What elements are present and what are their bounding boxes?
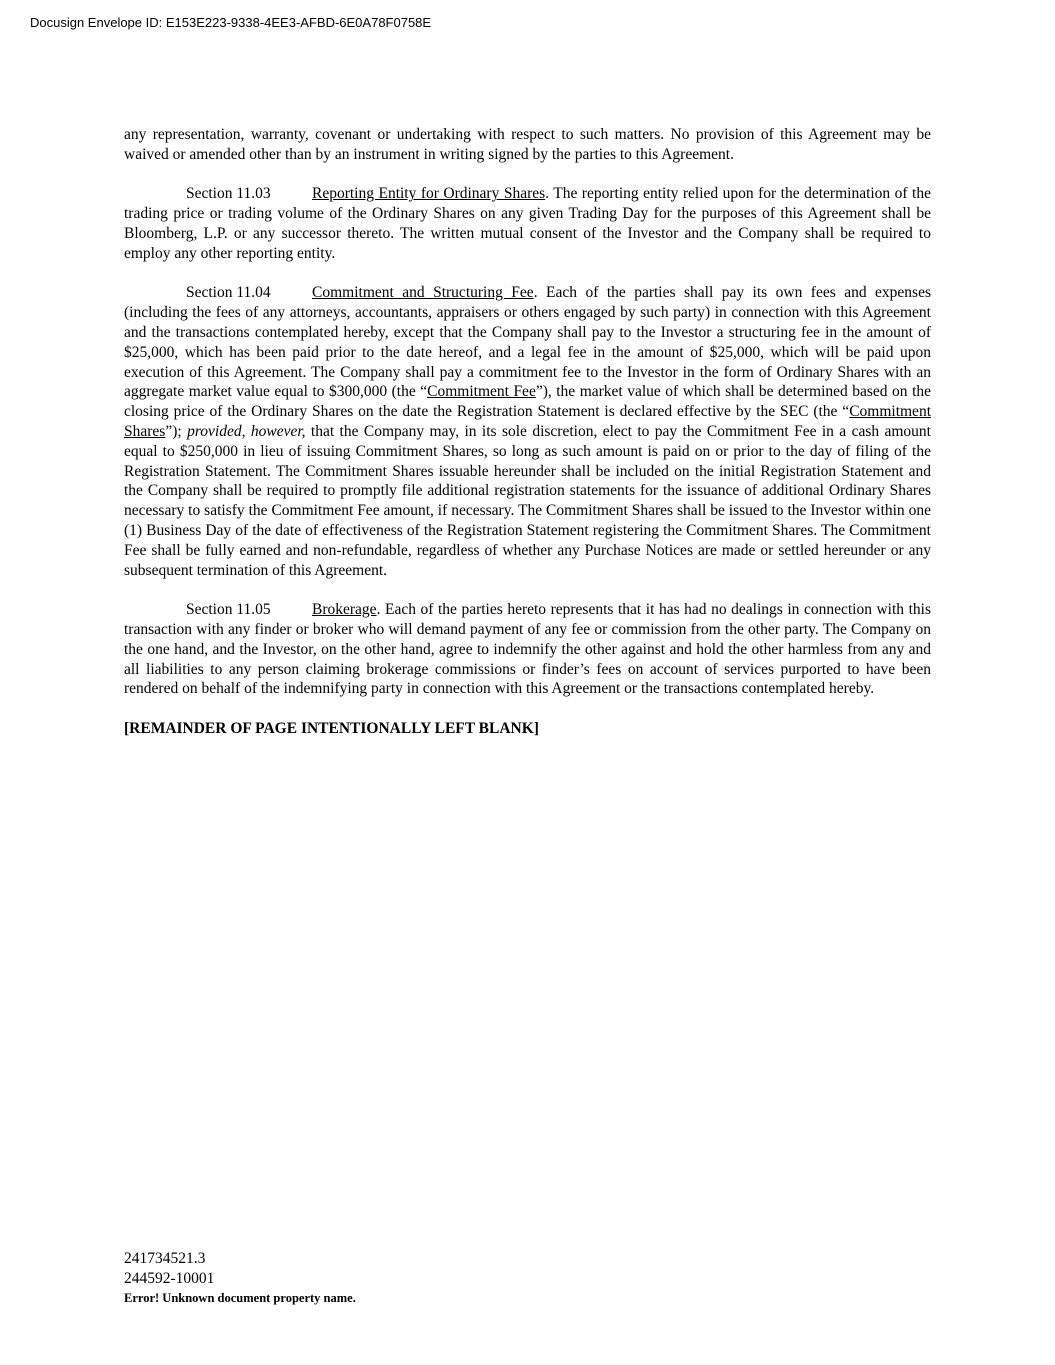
- section-title: Commitment and Structuring Fee: [312, 284, 534, 302]
- section-number: Section 11.03: [186, 185, 271, 203]
- proviso: provided, however,: [187, 422, 306, 440]
- footer-matter-number: 244592-10001: [124, 1270, 215, 1287]
- envelope-id: Docusign Envelope ID: E153E223-9338-4EE3-AFBD-6E0A78F0758E: [30, 15, 432, 30]
- section-title: Reporting Entity for Ordinary Shares: [312, 185, 546, 203]
- continuation-paragraph: any representation, warranty, covenant or undertaking with respect to such matters. No provision of this Agreement may be waived or amended other than by an instrument in writing signed by the parties to this Agreement.: [124, 126, 931, 163]
- section-number: Section 11.05: [186, 601, 271, 619]
- defined-term-commitment-shares: Commitment Shares: [124, 403, 931, 440]
- section-11-04: [124, 283, 931, 580]
- section-body-part: that the Company may, in its sole discretion, elect to pay the Commitment Fee in a cash amount equal to $250,000 in lieu of issuing Commitment Shares, so long as such amount is paid on or prior to the day of filing of the Registration Statement. The Commitment Shares issuable hereunder shall be included on the initial Registration Statement and the Company shall be required to promptly file additional registration statements for the issuance of additional Ordinary Shares necessary to satisfy the Commitment Fee amount, if necessary. The Commitment Shares shall be issued to the Investor within one (1) Business Day of the date of effectiveness of the Registration Statement registering the Commitment Shares. The Commitment Fee shall be fully earned and non-refundable, regardless of whether any Purchase Notices are made or settled hereunder or any subsequent termination of this Agreement.: [124, 422, 931, 579]
- section-body-part: ”), the market value of which shall be determined based on the closing price of the Ordinary Shares on the date the Registration Statement is declared effective by the SEC (the “: [124, 383, 932, 421]
- document-body: [124, 125, 931, 759]
- section-number: Section 11.04: [186, 284, 271, 302]
- remainder-notice: [REMAINDER OF PAGE INTENTIONALLY LEFT BLANK]: [124, 719, 539, 737]
- section-body-part: ”);: [165, 422, 188, 440]
- section-body: . Each of the parties hereto represents that it has had no dealings in connection with this transaction with any finder or broker who will demand payment of any fee or commission from the other party. The Company on the one hand, and the Investor, on the other hand, agree to indemnify the other against and hold the other harmless from any and all liabilities to any person claiming brokerage commissions or finder’s fees on account of services purported to have been rendered on behalf of the indemnifying party in connection with this Agreement or the transactions contemplated hereby.: [124, 601, 931, 698]
- section-11-03: [124, 184, 931, 263]
- footer-error-text: Error! Unknown document property name.: [124, 1291, 356, 1305]
- section-11-05: [124, 600, 931, 699]
- footer-doc-number: 241734521.3: [124, 1250, 206, 1267]
- section-body: . The reporting entity relied upon for the determination of the trading price or trading volume of the Ordinary Shares on any given Trading Day for the purposes of this Agreement shall be Bloomberg, L.P. or any successor thereto. The written mutual consent of the Investor and the Company shall be required to employ any other reporting entity.: [124, 185, 931, 262]
- section-body-part: . Each of the parties shall pay its own fees and expenses (including the fees of any attorneys, accountants, appraisers or others engaged by such party) in connection with this Agreement and the transactions contemplated hereby, except that the Company shall pay to the Investor a structuring fee in the amount of $25,000, which has been paid prior to the date hereof, and a legal fee in the amount of $25,000, which will be paid upon execution of this Agreement. The Company shall pay a commitment fee to the Investor in the form of Ordinary Shares with an aggregate market value equal to $300,000 (the “: [124, 284, 932, 401]
- footer: [124, 1249, 356, 1307]
- defined-term-commitment-fee: Commitment Fee: [427, 383, 536, 401]
- section-title: Brokerage: [312, 601, 377, 619]
